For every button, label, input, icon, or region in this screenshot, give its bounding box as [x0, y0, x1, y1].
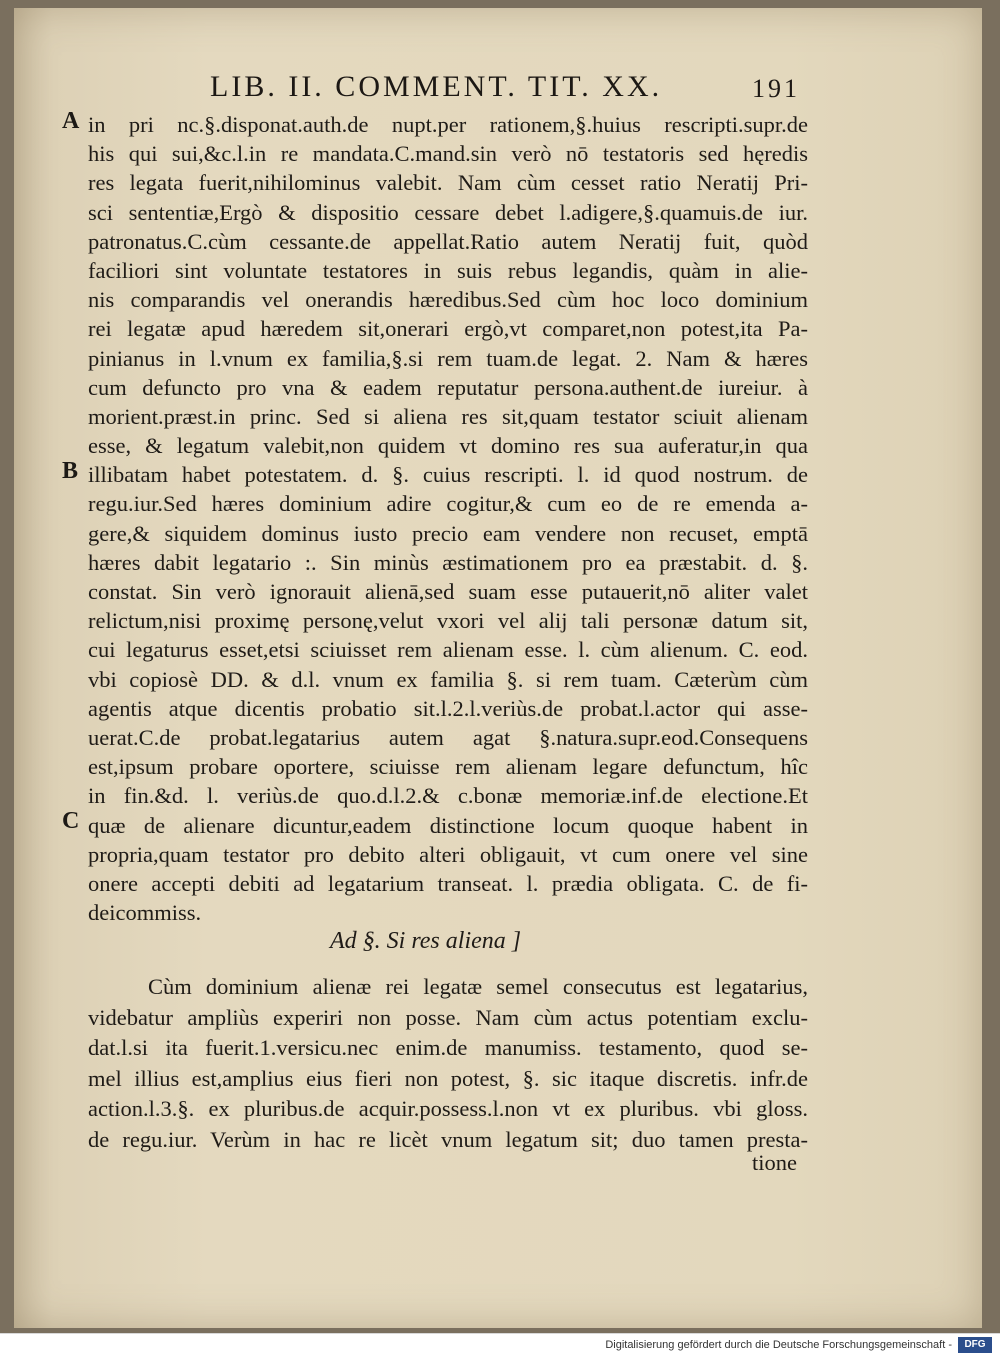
text-line: in pri nc.§.disponat.auth.de nupt.per rationem,§.huius rescripti.supr.de	[88, 112, 808, 137]
margin-marker-a: A	[62, 108, 80, 134]
footer-bar	[0, 1333, 1000, 1357]
text-line: nis comparandis vel onerandis hæredibus.Sed cùm hoc loco dominium	[88, 287, 808, 313]
text-line: regu.iur.Sed hæres dominium adire cogitur,& cum eo de re emenda a-	[88, 491, 808, 517]
text-line: sci sententiæ,Ergò & dispositio cessare debet l.adigere,§.quamuis.de iur.	[88, 199, 808, 225]
paragraph-2	[88, 972, 808, 1155]
text-line: relictum,nisi proximę personę,velut vxori vel alij tali personæ datum sit,	[88, 608, 808, 634]
text-line: faciliori sint voluntate testatores in suis rebus legandis, quàm in alie-	[88, 257, 808, 283]
text-line: his qui sui,&c.l.in re mandata.C.mand.sin verò nō testatoris sed hęredis	[88, 141, 808, 167]
text-line: constat. Sin verò ignorauit alienā,sed suam esse putauerit,nō aliter valet	[88, 579, 808, 604]
text-line: action.l.3.§. ex pluribus.de acquir.possess.l.non vt ex pluribus. vbi gloss.	[88, 1096, 808, 1121]
text-line: esse, & legatum valebit,non quidem vt domino res sua auferatur,in qua	[88, 433, 808, 459]
dfg-logo: DFG	[958, 1337, 992, 1353]
text-line: cum defuncto pro vna & eadem reputatur persona.authent.de iureiur. à	[88, 374, 808, 400]
text-line: uerat.C.de probat.legatarius autem agat §.natura.supr.eod.Consequens	[88, 724, 808, 750]
text-line: agentis atque dicentis probatio sit.l.2.l.veriùs.de probat.l.actor qui asse-	[88, 695, 808, 721]
text-line: cui legaturus esset,etsi sciuisset rem alienam esse. l. cùm alienum. C. eod.	[88, 637, 808, 663]
text-line: onere accepti debiti ad legatarium transeat. l. prædia obligata. C. de fi-	[88, 870, 808, 896]
text-line: gere,& siquidem dominus iusto precio eam vendere non recuset, emptā	[88, 520, 808, 546]
text-line: Cùm dominium alienæ rei legatæ semel consecutus est legatarius,	[148, 974, 808, 999]
text-line: patronatus.C.cùm cessante.de appellat.Ratio autem Neratij fuit, quòd	[88, 228, 808, 254]
paragraph-1	[88, 110, 808, 927]
text-line: de regu.iur. Verùm in hac re licèt vnum legatum sit; duo tamen presta-	[88, 1126, 808, 1152]
text-line: pinianus in l.vnum ex familia,§.si rem tuam.de legat. 2. Nam & hæres	[88, 345, 808, 371]
margin-marker-b: B	[62, 458, 79, 484]
digitization-credit: Digitalisierung gefördert durch die Deutsche Forschungsgemeinschaft -	[605, 1339, 952, 1351]
text-line: illibatam habet potestatem. d. §. cuius rescripti. l. id quod nostrum. de	[88, 462, 808, 488]
text-line: vbi copiosè DD. & d.l. vnum ex familia §. si rem tuam. Cæterùm cùm	[88, 666, 808, 692]
text-line: hæres dabit legatario :. Sin minùs æstimationem pro ea præstabit. d. §.	[88, 549, 808, 575]
running-title: LIB. II. COMMENT. TIT. XX.	[210, 70, 663, 103]
text-line: in fin.&d. l. veriùs.de quo.d.l.2.& c.bonæ memoriæ.inf.de electione.Et	[88, 783, 808, 809]
text-line: deicommiss.	[88, 900, 202, 926]
text-line: mel illius est,amplius eius fieri non potest, §. sic itaque discretis. infr.de	[88, 1065, 808, 1091]
text-line: est,ipsum probare oportere, sciuisse rem alienam legare defunctum, hîc	[88, 754, 808, 780]
text-line: morient.præst.in princ. Sed si aliena res sit,quam testator sciuit alienam	[88, 403, 808, 429]
text-line: quæ de alienare dicuntur,eadem distinctione locum quoque habent in	[88, 812, 808, 838]
text-line: videbatur ampliùs experiri non posse. Nam cùm actus potentiam exclu-	[88, 1004, 808, 1030]
catchword: tione	[752, 1150, 797, 1175]
text-line: rei legatæ apud hæredem sit,onerari ergò,vt comparet,non potest,ita Pa-	[88, 316, 808, 342]
page-header	[210, 70, 800, 110]
page-number: 191	[752, 74, 800, 103]
text-line: dat.l.si ita fuerit.1.versicu.nec enim.de manumiss. testamento, quod se-	[88, 1035, 808, 1060]
section-heading: Ad §. Si res aliena ]	[330, 928, 522, 954]
text-line: res legata fuerit,nihilominus valebit. Nam cùm cesset ratio Neratij Pri-	[88, 170, 808, 196]
text-line: propria,quam testator pro debito alteri obligauit, vt cum onere vel sine	[88, 841, 808, 867]
margin-marker-c: C	[62, 808, 80, 834]
